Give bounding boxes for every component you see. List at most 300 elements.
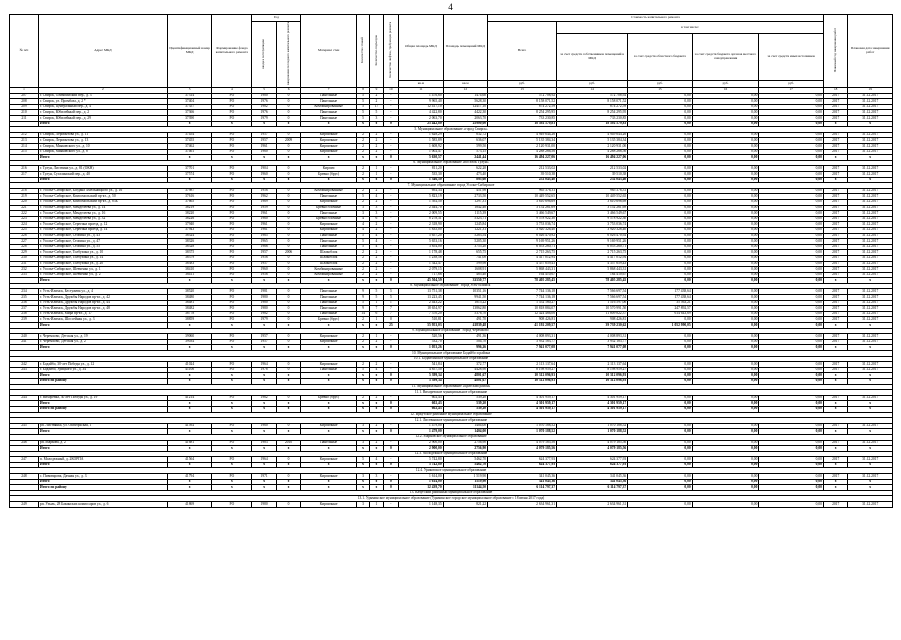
table-cell: 451,98 <box>443 188 487 194</box>
table-cell: 0,00 <box>692 462 759 468</box>
table-cell: 2 <box>370 250 383 256</box>
table-cell: 4 288 266,56 <box>488 149 557 155</box>
table-cell: 599,98 <box>443 261 487 267</box>
table-cell: 7 566 697,54 <box>557 295 628 301</box>
table-cell: 6 053 260,71 <box>488 244 557 250</box>
table-cell: 2 <box>370 395 383 401</box>
table-cell: 0,00 <box>759 155 824 161</box>
table-cell: 0,00 <box>628 188 692 194</box>
table-cell: г. Усть-Илимск, Дружбы Народов пр-кт., д. 42 <box>38 295 167 301</box>
table-cell: 31.12.2017 <box>848 423 893 429</box>
table-cell: 5 <box>356 194 369 200</box>
table-cell: 3 <box>356 474 369 480</box>
table-cell: 1 342,47 <box>399 261 443 267</box>
table-cell: 0,00 <box>628 211 692 217</box>
table-cell: РО <box>212 295 252 301</box>
table-cell: 1608,91 <box>443 267 487 273</box>
table-cell: 246 <box>10 440 39 446</box>
header-id: Идентификационный номер МКД <box>167 15 211 88</box>
table-cell: 874 272,59 <box>488 104 557 110</box>
table-cell: - <box>383 199 399 205</box>
table-cell: 2017 <box>823 149 847 155</box>
table-cell: x <box>167 177 211 183</box>
table-cell: 0,00 <box>692 233 759 239</box>
table-cell: 210 <box>10 110 39 116</box>
column-number: 7 <box>301 87 357 93</box>
table-cell: 0 <box>276 317 300 323</box>
table-cell: 5323,71 <box>443 216 487 222</box>
table-cell: 1815,22 <box>443 300 487 306</box>
table-cell: 6 026 470,92 <box>488 233 557 239</box>
table-cell: 2017 <box>823 166 847 172</box>
table-cell: 2 <box>370 149 383 155</box>
table-cell: Итого <box>38 429 167 435</box>
table-cell: 1 476,60 <box>399 93 443 99</box>
table-cell: 0,00 <box>759 317 824 323</box>
table-cell: 2 <box>370 138 383 144</box>
table-cell: x <box>212 462 252 468</box>
header-rooms-area: Площадь помещений МКД <box>443 15 487 81</box>
table-cell: 341 045,36 <box>557 479 628 485</box>
table-cell: 0,00 <box>759 138 824 144</box>
table-cell: x <box>252 121 276 127</box>
table-cell: 1 519,90 <box>443 474 487 480</box>
table-cell: 636,07 <box>443 138 487 144</box>
table-cell: 2017 <box>823 367 847 373</box>
table-cell: РО <box>212 457 252 463</box>
table-cell: 733 230,85 <box>557 116 628 122</box>
table-cell: 37404 <box>167 99 211 105</box>
table-cell: 0,00 <box>692 172 759 178</box>
table-cell: 2 <box>356 138 369 144</box>
table-cell: 31.12.2017 <box>848 339 893 345</box>
table-cell: 2017 <box>823 233 847 239</box>
table-cell: г. Черемхово, Детская ул., д. 19 <box>38 334 167 340</box>
table-cell: 0 <box>276 104 300 110</box>
table-cell: РО <box>212 216 252 222</box>
table-cell: Итого <box>38 401 167 407</box>
table-cell: г. Усолье-Сибирское, Стопина ул., д. 43 <box>38 233 167 239</box>
table-cell: РО <box>212 132 252 138</box>
table-cell: 248 <box>10 474 39 480</box>
table-cell: 1 614,00 <box>399 479 443 485</box>
table-cell: 233 <box>10 272 39 278</box>
table-cell: 41 192 209,57 <box>488 323 557 329</box>
table-cell: 37462 <box>167 144 211 150</box>
table-cell: 1960 <box>252 172 276 178</box>
table-cell: x <box>252 401 276 407</box>
table-cell: 6 053 260,71 <box>557 244 628 250</box>
table-cell: 37701 <box>167 166 211 172</box>
column-number: 13 <box>488 87 557 93</box>
table-cell: 0,00 <box>692 244 759 250</box>
table-cell: 1 070 188,52 <box>557 423 628 429</box>
table-cell: 243 <box>10 367 39 373</box>
table-cell: г. Усолье-Сибирское, Менделеева ул., д. 32 <box>38 216 167 222</box>
table-cell: 1982 <box>252 104 276 110</box>
table-cell: 1962 <box>252 194 276 200</box>
table-cell: 31.12.2017 <box>848 172 893 178</box>
table-cell: 0,00 <box>628 199 692 205</box>
table-cell: x <box>212 345 252 351</box>
table-cell: г. Усолье-Сибирское, Толбухина ул., д. 14 <box>38 255 167 261</box>
table-cell: 38326 <box>167 239 211 245</box>
table-cell: 1957 <box>252 138 276 144</box>
table-cell: РО <box>212 166 252 172</box>
table-cell: 0,00 <box>759 345 824 351</box>
table-cell: x <box>823 479 847 485</box>
table-cell: 2017 <box>823 222 847 228</box>
section-heading: 10.1. Бодайбинское муниципальное образование <box>10 356 893 362</box>
table-cell: 2 <box>370 188 383 194</box>
table-cell: 1 070 188,52 <box>488 429 557 435</box>
table-cell: 0,00 <box>692 289 759 295</box>
table-cell: 0 <box>383 401 399 407</box>
table-cell: РО <box>212 367 252 373</box>
table-cell: 4801,67 <box>443 378 487 384</box>
table-cell: 0,00 <box>692 440 759 446</box>
table-cell: 1 392,50 <box>399 199 443 205</box>
table-cell: 1980 <box>252 295 276 301</box>
table-cell: 2017 <box>823 317 847 323</box>
table-cell: г. Свирск, Юбилейный пер., д. 2 <box>38 110 167 116</box>
table-cell: 624 377,93 <box>488 462 557 468</box>
table-cell: РО <box>212 93 252 99</box>
table-cell: 3 <box>356 211 369 217</box>
column-number: 12 <box>443 87 487 93</box>
table-cell: 0 <box>276 272 300 278</box>
table-cell: 3 <box>356 205 369 211</box>
table-cell: 225 <box>10 227 39 233</box>
table-cell: 1980 <box>252 93 276 99</box>
table-cell: 0 <box>383 177 399 183</box>
table-cell: 0 <box>383 121 399 127</box>
table-cell: 217 <box>10 172 39 178</box>
table-cell: Комбинированные <box>301 272 357 278</box>
table-cell: 1969 <box>252 199 276 205</box>
table-cell: 31.12.2017 <box>848 261 893 267</box>
table-cell: 473,40 <box>443 172 487 178</box>
column-number: 2 <box>38 87 167 93</box>
table-cell: 2017 <box>823 334 847 340</box>
table-cell: 0,00 <box>692 227 759 233</box>
table-cell: 1981 <box>252 289 276 295</box>
table-cell: 0,00 <box>628 317 692 323</box>
table-cell: 41839,48 <box>443 323 487 329</box>
table-cell: 1976 <box>252 110 276 116</box>
table-cell: x <box>356 406 369 412</box>
table-cell: 0,00 <box>628 194 692 200</box>
column-number: 10 <box>383 87 399 93</box>
table-cell: 1961 <box>252 227 276 233</box>
table-cell: 16 494 227,06 <box>557 155 628 161</box>
table-cell: 241 <box>10 339 39 345</box>
table-cell: 0,00 <box>759 323 824 329</box>
table-cell: 37574 <box>167 172 211 178</box>
table-cell: 0 <box>276 339 300 345</box>
table-cell: 0,00 <box>759 227 824 233</box>
table-cell: 0,00 <box>692 378 759 384</box>
table-cell: 3 920 326,40 <box>557 227 628 233</box>
table-cell: 2017 <box>823 457 847 463</box>
table-cell: x <box>848 121 893 127</box>
table-cell: 0,00 <box>692 250 759 256</box>
table-cell: 624 377,93 <box>557 462 628 468</box>
table-cell: РО <box>212 239 252 245</box>
table-cell: РО <box>212 317 252 323</box>
table-cell: 31.12.2017 <box>848 311 893 317</box>
table-cell: 5 <box>383 289 399 295</box>
table-cell: 226 <box>10 233 39 239</box>
table-cell: 0 <box>276 267 300 273</box>
table-cell: 0,00 <box>759 211 824 217</box>
table-cell: 4 301 959,17 <box>557 401 628 407</box>
header-regional-budget: за счет средств областного бюджета <box>628 33 692 80</box>
column-number: 4 <box>212 87 252 93</box>
table-cell: Итого <box>38 446 167 452</box>
table-cell: 9941,50 <box>443 295 487 301</box>
table-cell: 18 592 579,83 <box>557 121 628 127</box>
table-cell: г. Тулун, Листвина ул., д. 81 (ОКН) <box>38 166 167 172</box>
table-cell: Итого по району <box>38 485 167 491</box>
table-cell: 2 715 263,75 <box>488 250 557 256</box>
table-cell: x <box>370 378 383 384</box>
table-cell: 1 <box>370 502 383 508</box>
table-cell: 1971 <box>252 474 276 480</box>
table-cell: 31.12.2017 <box>848 99 893 105</box>
table-cell: x <box>276 406 300 412</box>
table-cell: 0,00 <box>628 149 692 155</box>
table-cell: x <box>301 406 357 412</box>
table-cell: 532,70 <box>399 339 443 345</box>
table-cell: г. Свирск, Центральный пер., д. 4 <box>38 104 167 110</box>
table-cell: 38220 <box>167 211 211 217</box>
table-cell: 5628,30 <box>443 99 487 105</box>
table-cell: x <box>252 278 276 284</box>
table-cell: г. Усолье-Сибирское, Толбухина ул., д. 20 <box>38 261 167 267</box>
table-cell: 1 238,58 <box>399 255 443 261</box>
table-cell: 41681 <box>167 440 211 446</box>
table-cell: x <box>823 155 847 161</box>
table-cell: x <box>212 401 252 407</box>
table-cell: x <box>212 121 252 127</box>
table-cell: 0,00 <box>628 233 692 239</box>
table-cell: x <box>167 401 211 407</box>
table-cell: 2 <box>370 440 383 446</box>
table-cell: 0 <box>276 99 300 105</box>
table-cell: 0 <box>383 429 399 435</box>
table-cell: Кирпичные <box>301 502 357 508</box>
header-plan-year: Плановый год завершения работ <box>823 15 847 88</box>
table-cell: РО <box>212 423 252 429</box>
table-cell: 4 <box>370 457 383 463</box>
table-cell: 692,34 <box>399 188 443 194</box>
table-cell: РО <box>212 272 252 278</box>
table-cell: x <box>276 446 300 452</box>
table-cell: 2 <box>356 250 369 256</box>
table-cell: 9 <box>356 289 369 295</box>
table-cell: Кирпичные <box>301 474 357 480</box>
table-cell: 0,00 <box>759 429 824 435</box>
table-cell: 31.12.2017 <box>848 216 893 222</box>
table-cell: 10 312 096,93 <box>488 378 557 384</box>
table-cell: 31.12.2017 <box>848 306 893 312</box>
table-cell: x <box>276 373 300 379</box>
table-cell: 8 198 959,27 <box>557 367 628 373</box>
table-cell: 0,00 <box>759 244 824 250</box>
table-cell: 211 <box>10 116 39 122</box>
table-cell: 5 <box>356 239 369 245</box>
table-cell: 1 346,50 <box>399 177 443 183</box>
table-cell: 31.12.2017 <box>848 395 893 401</box>
table-cell: 0 <box>276 239 300 245</box>
table-cell: 0 <box>276 255 300 261</box>
column-number: 6 <box>276 87 300 93</box>
table-cell: 491,70 <box>443 317 487 323</box>
table-cell: 4 <box>356 222 369 228</box>
table-cell: 38219 <box>167 205 211 211</box>
table-cell: 10 570 991,50 <box>557 306 628 312</box>
table-cell: - <box>383 267 399 273</box>
table-cell: - <box>383 502 399 508</box>
table-cell: г. Усолье-Сибирское, Стопина ул., д. 47 <box>38 239 167 245</box>
table-cell: 0,00 <box>628 177 692 183</box>
table-cell: 31.12.2017 <box>848 272 893 278</box>
header-address: Адрес МКД <box>38 15 167 88</box>
table-cell: 218 <box>10 188 39 194</box>
table-cell: РО <box>212 211 252 217</box>
table-cell: 4 949 644,26 <box>488 132 557 138</box>
table-cell: 31.12.2017 <box>848 166 893 172</box>
section-heading: 12.2. Марковское муниципальное образование <box>10 434 893 440</box>
table-cell: 0 <box>383 406 399 412</box>
table-cell: 10 449 552,65 <box>488 194 557 200</box>
table-cell: 7 744 136,18 <box>488 295 557 301</box>
table-cell: 4 <box>370 367 383 373</box>
table-cell: x <box>301 121 357 127</box>
table-cell: 0,00 <box>692 457 759 463</box>
table-cell: 0 <box>276 227 300 233</box>
table-cell: 2 900,00 <box>399 446 443 452</box>
table-cell: 2010 <box>276 440 300 446</box>
table-cell: 341 045,36 <box>488 479 557 485</box>
table-cell: 252 043,40 <box>488 177 557 183</box>
table-cell: 4 357 659,43 <box>488 261 557 267</box>
table-cell: 717,66 <box>399 272 443 278</box>
table-cell: 4428,90 <box>443 367 487 373</box>
table-cell: рп. Узыль, 28 Бакинских комиссаров ул., д. 6 <box>38 502 167 508</box>
table-cell: 4 <box>356 216 369 222</box>
table-cell: 7 <box>383 306 399 312</box>
table-cell: x <box>252 479 276 485</box>
table-cell: 539,20 <box>443 406 487 412</box>
table-cell: x <box>252 373 276 379</box>
table-cell: РО <box>212 116 252 122</box>
table-cell: 811,20 <box>399 166 443 172</box>
table-cell: x <box>848 373 893 379</box>
header-total-area: Общая площадь МКД <box>399 15 443 81</box>
table-cell: 4 417 012,94 <box>488 255 557 261</box>
table-cell: 1842,46 <box>443 205 487 211</box>
table-cell: 31.12.2017 <box>848 255 893 261</box>
table-cell: - <box>383 110 399 116</box>
table-cell: 2017 <box>823 261 847 267</box>
table-cell: РО <box>212 205 252 211</box>
table-cell: 965 376,31 <box>557 188 628 194</box>
table-cell: 0,00 <box>692 345 759 351</box>
table-cell: 31.12.2017 <box>848 211 893 217</box>
page-number: 4 <box>448 2 453 12</box>
table-cell: x <box>301 373 357 379</box>
table-cell: Кирпич <box>301 166 357 172</box>
table-cell: x <box>823 429 847 435</box>
table-cell: - <box>383 244 399 250</box>
table-cell: Панельные <box>301 110 357 116</box>
table-cell: 4 417 012,94 <box>557 255 628 261</box>
column-number: 15 <box>628 87 692 93</box>
table-cell: 230 <box>10 255 39 261</box>
table-cell: 0 <box>276 362 300 368</box>
table-cell: - <box>383 132 399 138</box>
table-cell: Кирпичные <box>301 227 357 233</box>
table-cell: 0,00 <box>692 485 759 491</box>
table-cell: 520,56 <box>399 334 443 340</box>
table-cell: 0,00 <box>759 99 824 105</box>
table-cell: x <box>848 378 893 384</box>
table-cell: 624 377,93 <box>488 457 557 463</box>
table-cell: 1519,90 <box>443 479 487 485</box>
table-cell: Итого <box>38 462 167 468</box>
table-cell: 622,20 <box>443 166 487 172</box>
table-cell: 9 169 951,26 <box>488 239 557 245</box>
table-cell: Шлакоблок <box>301 261 357 267</box>
table-cell: 0,00 <box>759 367 824 373</box>
table-cell: 4 301 959,17 <box>488 406 557 412</box>
table-cell: РО <box>212 233 252 239</box>
table-cell: РО <box>212 395 252 401</box>
section-heading: 13.1. Удыминское муниципальное образование (Удыминское городское муниципальное образование с 18 июня 2017 года) <box>10 496 893 502</box>
table-cell: 2017 <box>823 300 847 306</box>
table-cell: - <box>383 222 399 228</box>
table-cell: 0,00 <box>759 289 824 295</box>
table-cell: 5283,54 <box>443 233 487 239</box>
table-cell: 0,00 <box>628 406 692 412</box>
table-cell: РО <box>212 227 252 233</box>
table-cell: 5 868 443,31 <box>557 267 628 273</box>
table-cell: 3 <box>370 211 383 217</box>
table-cell: 3755,20 <box>443 244 487 250</box>
table-cell: Кирпичные <box>301 457 357 463</box>
table-cell: 3 <box>370 205 383 211</box>
header-including: в том числе: <box>557 22 824 34</box>
table-cell: x <box>823 462 847 468</box>
table-cell: 0,00 <box>692 93 759 99</box>
table-cell: 0,00 <box>628 166 692 172</box>
table-cell: 38410 <box>167 267 211 273</box>
table-cell: Шлакоблок <box>301 255 357 261</box>
table-cell: 0,00 <box>692 272 759 278</box>
table-cell: x <box>167 485 211 491</box>
table-cell: x <box>370 177 383 183</box>
table-cell: рп. Листвянка, ул. Октябрьская, 1 <box>38 423 167 429</box>
table-cell: 1960 <box>252 423 276 429</box>
table-cell: 0,00 <box>759 199 824 205</box>
table-cell: 0,00 <box>759 339 824 345</box>
table-cell: 2 <box>356 395 369 401</box>
table-cell: 1297,31 <box>443 199 487 205</box>
unit-rub-3: руб. <box>628 80 692 87</box>
table-cell: 0 <box>276 334 300 340</box>
